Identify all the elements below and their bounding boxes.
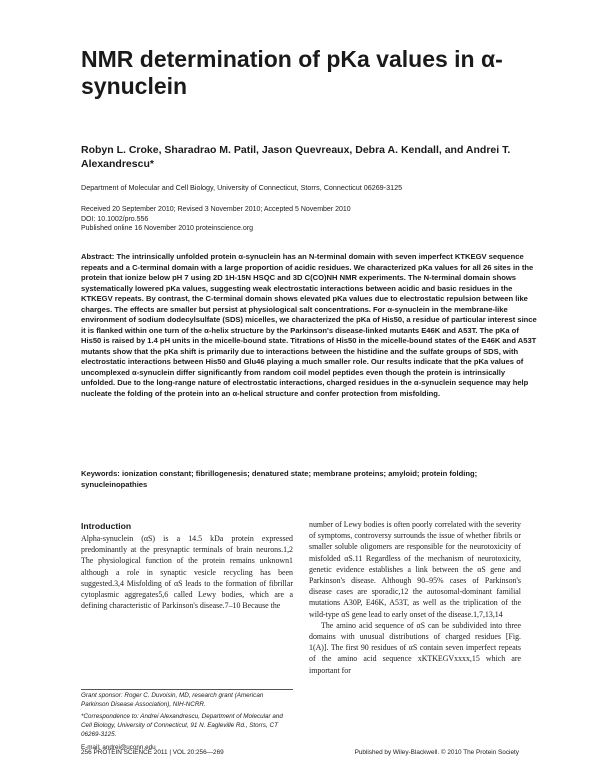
author-list: Robyn L. Croke, Sharadrao M. Patil, Jason Quevreaux, Debra A. Kendall, and Andrei T. Alexandrescu* (81, 144, 511, 170)
publication-dates (81, 205, 561, 234)
intro-column-1: Alpha-synuclein (αS) is a 14.5 kDa protein expressed predominantly at the presynaptic terminals of brain neurons.1,2 The physiological function of the protein remains unknown1 although a role in synaptic vesicle recycling has been suggested.3,4 Misfolding of αS leads to the formation of fibrillar cytoplasmic aggregates5,6 called Lewy bodies, which are a defining characteristic of Parkinson's disease.7–10 Because the (81, 534, 293, 611)
article-title: NMR determination of pKa values in α-synuclein (81, 46, 503, 99)
received-date: Received 20 September 2010; Revised 3 November 2010; Accepted 5 November 2010 (81, 206, 351, 213)
intro-heading: Introduction (81, 521, 132, 531)
page-footer-right: Published by Wiley-Blackwell. © 2010 The Protein Society (354, 749, 519, 756)
correspondence-footnote: *Correspondence to: Andrei Alexandrescu, Department of Molecular and Cell Biology, University of Connecticut, 91 N. Eagleville Rd., Storrs, CT 06269-3125. (81, 713, 283, 738)
intro-column-2 (309, 519, 521, 676)
email-footnote: E-mail: andrei@uconn.edu (81, 743, 156, 751)
page-footer-left: 256 PROTEIN SCIENCE 2011 | VOL 20:256—269 (81, 749, 224, 756)
abstract-text: The intrinsically unfolded protein α-synuclein has an N-terminal domain with seven imperfect KTKEGV sequence repeats and a C-terminal domain with a large proportion of acidic residues. We characterized pKa values for all 26 sites in the protein that ionize below pH 7 using 2D 1H-15N HSQC and 3D C(CO)NH NMR experiments. The N-terminal domain shows systematically lowered pKa values, suggesting weak electrostatic interactions between acidic and basic residues in the KTKEGV repeats. By contrast, the C-terminal domain shows elevated pKa values due to electrostatic repulsion between like charges. The effects are smaller but persist at physiological salt concentrations. For α-synuclein in the membrane-like environment of sodium dodecylsulfate (SDS) micelles, we characterized the pKa of His50, a residue of particular interest since it is flanked within one turn of the α-helix structure by the Parkinson's disease-linked mutants E46K and A53T. The pKa of His50 is raised by 1.4 pH units in the micelle-bound state. Titrations of His50 in the micelle-bound states of the E46K and A53T mutants show that the pKa shift is primarily due to interactions between the histidine and the sulfate groups of SDS, with electrostatic interactions between His50 and Glu46 playing a much smaller role. Our results indicate that the pKa values of uncomplexed α-synuclein differ significantly from random coil model peptides even though the protein is intrinsically unfolded. Due to the long-range nature of electrostatic interactions, charged residues in the α-synuclein sequence may help nucleate the folding of the protein into an α-helical structure and confer protection from misfolding. (81, 252, 537, 398)
grant-footnote: Grant sponsor: Roger C. Duvoisin, MD, research grant (American Parkinson Disease Association), NIH-NCRR. (81, 692, 264, 708)
footnote-divider (81, 689, 293, 690)
abstract-label: Abstract: (81, 252, 115, 261)
keywords-label: Keywords: (81, 469, 120, 478)
affiliation: Department of Molecular and Cell Biology, University of Connecticut, Storrs, Connecticut 06269-3125 (81, 183, 403, 192)
intro-paragraph: The amino acid sequence of αS can be subdivided into three domains with unusual distributions of charged residues [Fig. 1(A)]. The first 90 residues of αS contain seven imperfect repeats of the amino acid sequence xKTKEGVxxxx,15 which are important for (309, 620, 521, 675)
keywords (81, 469, 541, 490)
abstract (81, 252, 541, 399)
doi: DOI: 10.1002/pro.556 (81, 215, 149, 223)
footnotes (81, 692, 293, 756)
published-date: Published online 16 November 2010 proteinscience.org (81, 225, 253, 232)
keywords-text: ionization constant; fibrillogenesis; denatured state; membrane proteins; amyloid; protein folding; synucleinopathies (81, 469, 478, 489)
intro-paragraph: number of Lewy bodies is often poorly correlated with the severity of symptoms, controversy surrounds the issue of whether fibrils or smaller soluble oligomers are responsible for the neurotoxicity of misfolded αS.11 Regardless of the mechanism of neurotoxicity, genetic evidence establishes a link between the αS gene and Parkinson's disease. Although 90–95% cases of Parkinson's disease cases are sporadic,12 the autosomal-dominant familial mutations A30P, E46K, A53T, as well as the triplication of the wild-type αS gene lead to early onset of the disease.1,7,13,14 (309, 520, 521, 619)
